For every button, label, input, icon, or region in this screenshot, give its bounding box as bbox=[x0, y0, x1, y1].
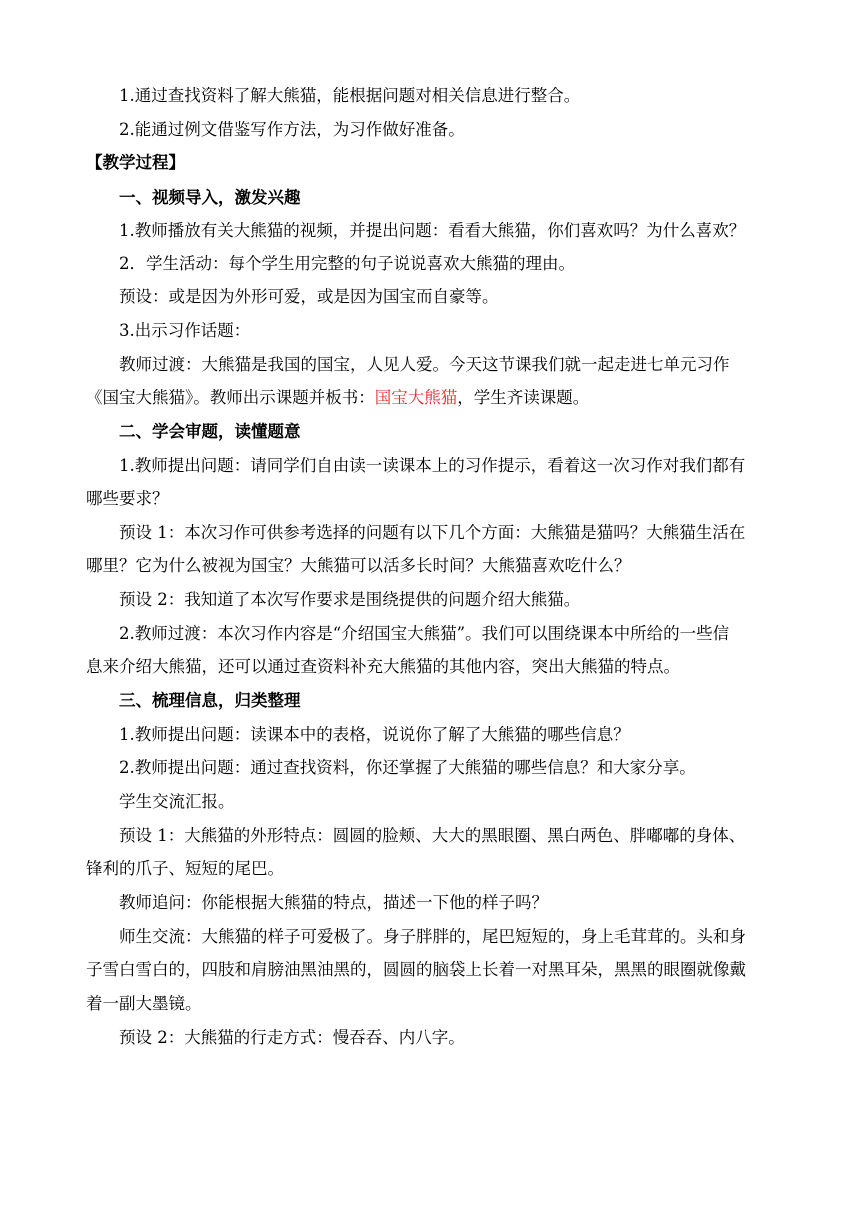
section2-paragraph-2-line2: 哪里？它为什么被视为国宝？大熊猫可以活多长时间？大熊猫喜欢吃什么？ bbox=[86, 556, 631, 575]
process-heading: 【教学过程】 bbox=[86, 153, 185, 172]
section3-paragraph-2: 2.教师提出问题：通过查找资料，你还掌握了大熊猫的哪些信息？和大家分享。 bbox=[119, 758, 696, 777]
section2-paragraph-1-line2: 哪些要求？ bbox=[86, 489, 169, 508]
highlighted-title: 国宝大熊猫 bbox=[374, 388, 458, 407]
section3-paragraph-6-line3: 着一副大墨镜。 bbox=[86, 994, 202, 1013]
section3-paragraph-5: 教师追问：你能根据大熊猫的特点，描述一下他的样子吗？ bbox=[119, 893, 548, 912]
text-before-title: 《国宝大熊猫》。教师出示课题并板书： bbox=[86, 388, 375, 407]
section3-paragraph-4-line1: 预设 1：大熊猫的外形特点：圆圆的脸颊、大大的黑眼圈、黑白两色、胖嘟嘟的身体、 bbox=[119, 826, 746, 845]
section1-paragraph-1: 1.教师播放有关大熊猫的视频，并提出问题：看看大熊猫，你们喜欢吗？为什么喜欢？ bbox=[119, 221, 746, 240]
section1-paragraph-3: 预设：或是因为外形可爱，或是因为国宝而自豪等。 bbox=[119, 287, 499, 306]
text-after-title: ，学生齐读课题。 bbox=[457, 388, 590, 407]
section1-title: 一、视频导入，激发兴趣 bbox=[119, 188, 301, 207]
section3-paragraph-7: 预设 2：大熊猫的行走方式：慢吞吞、内八字。 bbox=[119, 1028, 465, 1047]
objective-1: 1.通过查找资料了解大熊猫，能根据问题对相关信息进行整合。 bbox=[119, 86, 581, 105]
section3-paragraph-4-line2: 锋利的爪子、短短的尾巴。 bbox=[86, 859, 284, 878]
section2-paragraph-4-line2: 息来介绍大熊猫，还可以通过查资料补充大熊猫的其他内容，突出大熊猫的特点。 bbox=[86, 657, 680, 676]
section2-paragraph-2-line1: 预设 1：本次习作可供参考选择的问题有以下几个方面：大熊猫是猫吗？大熊猫生活在 bbox=[119, 523, 746, 542]
section3-paragraph-1: 1.教师提出问题：读课本中的表格，说说你了解了大熊猫的哪些信息？ bbox=[119, 725, 630, 744]
section1-paragraph-2: 2．学生活动：每个学生用完整的句子说说喜欢大熊猫的理由。 bbox=[119, 254, 575, 273]
section3-title: 三、梳理信息，归类整理 bbox=[119, 691, 301, 710]
section3-paragraph-6-line1: 师生交流：大熊猫的样子可爱极了。身子胖胖的，尾巴短短的，身上毛茸茸的。头和身 bbox=[119, 927, 746, 946]
section1-paragraph-5-line2 bbox=[86, 387, 589, 409]
section1-paragraph-4: 3.出示习作话题： bbox=[119, 321, 251, 340]
section2-paragraph-4-line1: 2.教师过渡：本次习作内容是“介绍国宝大熊猫”。我们可以围绕课本中所给的一些信 bbox=[119, 624, 730, 643]
section2-title: 二、学会审题，读懂题意 bbox=[119, 422, 301, 441]
section2-paragraph-1-line1: 1.教师提出问题：请同学们自由读一读课本上的习作提示，看着这一次习作对我们都有 bbox=[119, 456, 746, 475]
section1-paragraph-5-line1: 教师过渡：大熊猫是我国的国宝，人见人爱。今天这节课我们就一起走进七单元习作 bbox=[119, 355, 730, 374]
section3-paragraph-6-line2: 子雪白雪白的，四肢和肩膀油黑油黑的，圆圆的脑袋上长着一对黑耳朵，黑黑的眼圈就像戴 bbox=[86, 960, 746, 979]
objective-2: 2.能通过例文借鉴写作方法，为习作做好准备。 bbox=[119, 120, 465, 139]
section3-paragraph-3: 学生交流汇报。 bbox=[119, 792, 235, 811]
section2-paragraph-3: 预设 2：我知道了本次写作要求是围绕提供的问题介绍大熊猫。 bbox=[119, 590, 581, 609]
